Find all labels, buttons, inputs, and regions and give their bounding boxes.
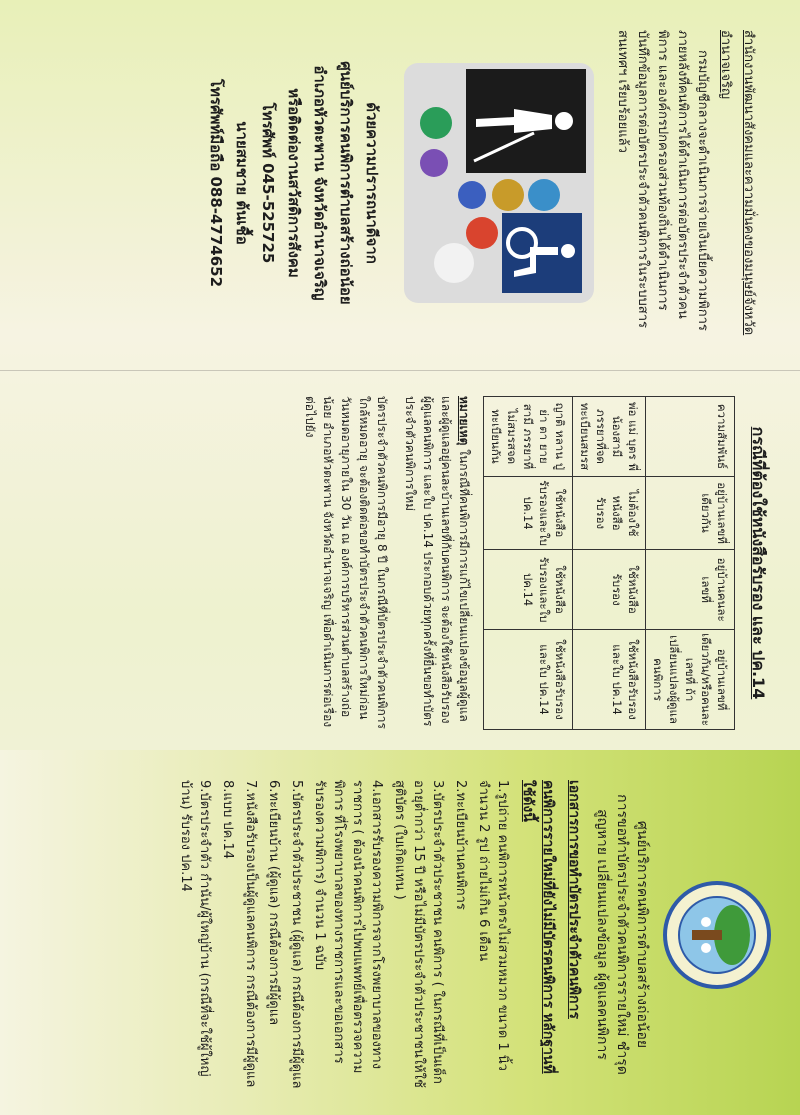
- list-item: 7.หนังสือรับรองเป็นผู้ดูแลคนพิการ กรณีต้องการมีผู้ดูแล: [243, 780, 258, 1088]
- title-line: ศูนย์บริการคนพิการตำบลสร้างถ่อน้อย: [634, 820, 650, 1049]
- table-heading: กรณีที่ต้องใช้หนังสือรับรอง และ ปค.14: [749, 426, 768, 700]
- section-heading: เอกสารการขอทำบัตรประจำตัวคนพิการ: [566, 780, 582, 1019]
- contact-person: นายสมชาย ต้นเชื้อ: [233, 121, 251, 245]
- list-item: 2.ทะเบียนบ้านคนพิการ: [453, 780, 468, 910]
- note-text: ในกรณีที่คนพิการมีการแก้ไขเปลี่ยนแปลงข้อมูลผู้ดูแล และผู้ดูแลอยู่คนละบ้านเลขที่กับคนพิการ จะต้องใช้หนังสือรับรองผู้ดูแลคนพิการ และใบ ปค.14 ประกอบด้วยทุกครั้งที่ยื่นขอทำบัตรประจำตัวคนพิการใหม่: [403, 396, 471, 727]
- front-panel: [0, 750, 800, 1115]
- info-paragraph: กรมบัญชีกลางจะดำเนินการจ่ายเงินเบี้ยความพิการภายหลังที่คนพิการได้ดำเนินการต่อบัตรประจำตัวคนพิการ และองค์กรปกครองส่วนท้องถิ่นได้ดำเนินการบันทึกข้อมูลการต่อบัตรประจำตัวคนพิการในระบบสารสนเทศฯ เรียบร้อยแล้ว: [615, 30, 710, 331]
- table-cell: ใช้หนังสือรับรองและใบ ปค.14: [484, 630, 573, 730]
- note-block: [401, 396, 473, 730]
- list-item: 8.แบบ ปค.14: [220, 780, 235, 860]
- title-line: การขอทำบัตรประจำตัวคนพิการรายใหม่ ชำรุด: [614, 794, 630, 1075]
- list-item: 1.รูปถ่าย คนพิการหน้าตรงไม่สวมหมวก ขนาด 1 นิ้ว จำนวน 2 รูป ถ่ายไม่เกิน 6 เดือน: [476, 780, 510, 1071]
- panel-title: [592, 780, 652, 1089]
- table-row: [573, 397, 646, 730]
- office-header-province: อำนาจเจริญ: [718, 30, 733, 100]
- table-row: [484, 397, 573, 730]
- note-label: หมายเหตุ: [457, 396, 471, 446]
- section-subheading: คนพิการรายใหม่ที่ยังไม่มีบัตรคนพิการ หลักฐานที่ใช้ดังนี้: [520, 780, 556, 1074]
- table-cell: ใช้หนังสือรับรอง: [573, 550, 646, 630]
- list-item: 9.บัตรประจำตัว กำนัน/ผู้ใหญ่บ้าน (กรณีที่จะใช้ผู้ใหญ่บ้าน) รับรอง ปค.14: [178, 780, 212, 1077]
- table-cell: ใช้หนังสือรับรองและใบ ปค.14: [573, 630, 646, 730]
- contact-line: หรือติดต่องานสวัสดิการสังคม: [285, 88, 303, 278]
- table-header-cell: อยู่บ้านเลขที่เดียวกัน: [646, 476, 735, 549]
- list-item: 6.ทะเบียนบ้าน (ผู้ดูแล) กรณีต้องการมีผู้ดูแล: [266, 780, 281, 1026]
- mobile-phone: โทรศัพท์มือถือ 088-4774652: [207, 78, 225, 288]
- middle-panel: [0, 370, 800, 750]
- org-district: อำเภอหัวตะพาน จังหวัดอำนาจเจริญ: [311, 65, 329, 301]
- list-item: 4.เอกสารรับรองความพิการจากโรงพยาบาลของทางราชการ ( ต้องนำคนพิการไปพบแพทย์เพื่อตรวจความพิการ ที่โรงพยาบาลของทางราชการและขอเอกสารรับรองความพิการ) จำนวน 1 ฉบับ: [312, 780, 384, 1074]
- note-text-card-expiry: บัตรประจำตัวคนพิการมีอายุ 8 ปี ในกรณีที่บัตรประจำตัวคนพิการใกล้หมดอายุ จะต้องติดต่อขอทำบัตรประจำตัวคนพิการใหม่ก่อนวันหมดอายุภายใน 30 วัน ณ องค์การบริหารส่วนตำบลสร้างถ่อน้อย อำเภอหัวตะพาน จังหวัดอำนาจเจริญ เพื่อดำเนินการต่อเรื่องต่อไปยัง: [303, 396, 389, 729]
- thanks-line: ด้วยความปรารถนาดีจาก: [363, 102, 381, 264]
- office-header: สำนักงานพัฒนาสังคมและความมั่นคงของมนุษย์จังหวัด: [741, 30, 756, 336]
- list-item: 3.บัตรประจำตัวประชาชน คนพิการ ( ในกรณีที่เป็นเด็กอายุต่ำกว่า 15 ปี หรือไม่มีบัตรประจำตัวประชาชนให้ใช้สูติบัตร (ใบเกิดแทน ): [392, 780, 445, 1088]
- table-cell: ใช้หนังสือรับรองและใบ ปค.14: [484, 550, 573, 630]
- table-cell: ญาติ หลาน ปู่ ย่า ตา ยาย สามี ภรรยาที่ไม่สมรสจดทะเบียนกัน: [484, 397, 573, 477]
- disability-symbols-icon: [404, 63, 594, 303]
- requirements-table: [483, 396, 735, 730]
- back-panel: [0, 0, 800, 370]
- table-cell: พ่อ แม่ บุตร พี่น้องสามี ภรรยาที่จดทะเบียนสมรส: [573, 397, 646, 477]
- list-item: 5.บัตรประจำตัวประชาชน (ผู้ดูแล) กรณีต้องการมีผู้ดูแล: [289, 780, 304, 1089]
- org-name: ศูนย์บริการคนพิการตำบลสร้างถ่อน้อย: [337, 61, 355, 305]
- table-header-row: [646, 397, 735, 730]
- table-cell: ใช้หนังสือรับรองและใบ ปค.14: [484, 476, 573, 549]
- table-header-cell: อยู่บ้านเลขที่เดียวกัน/หรือคนละเลขที่ ถ้าเปลี่ยนแปลงผู้ดูแลคนพิการ: [646, 630, 735, 730]
- title-line: สูญหาย เปลี่ยนแปลงข้อมูล ผู้ดูแลคนพิการ: [594, 809, 610, 1060]
- table-header-cell: ความสัมพันธ์: [646, 397, 735, 477]
- table-cell: ไม่ต้องใช้หนังสือรับรอง: [573, 476, 646, 549]
- office-phone: โทรศัพท์ 045-525725: [259, 102, 277, 264]
- table-header-cell: อยู่บ้านคนละเลขที่: [646, 550, 735, 630]
- organization-logo-icon: [662, 880, 772, 990]
